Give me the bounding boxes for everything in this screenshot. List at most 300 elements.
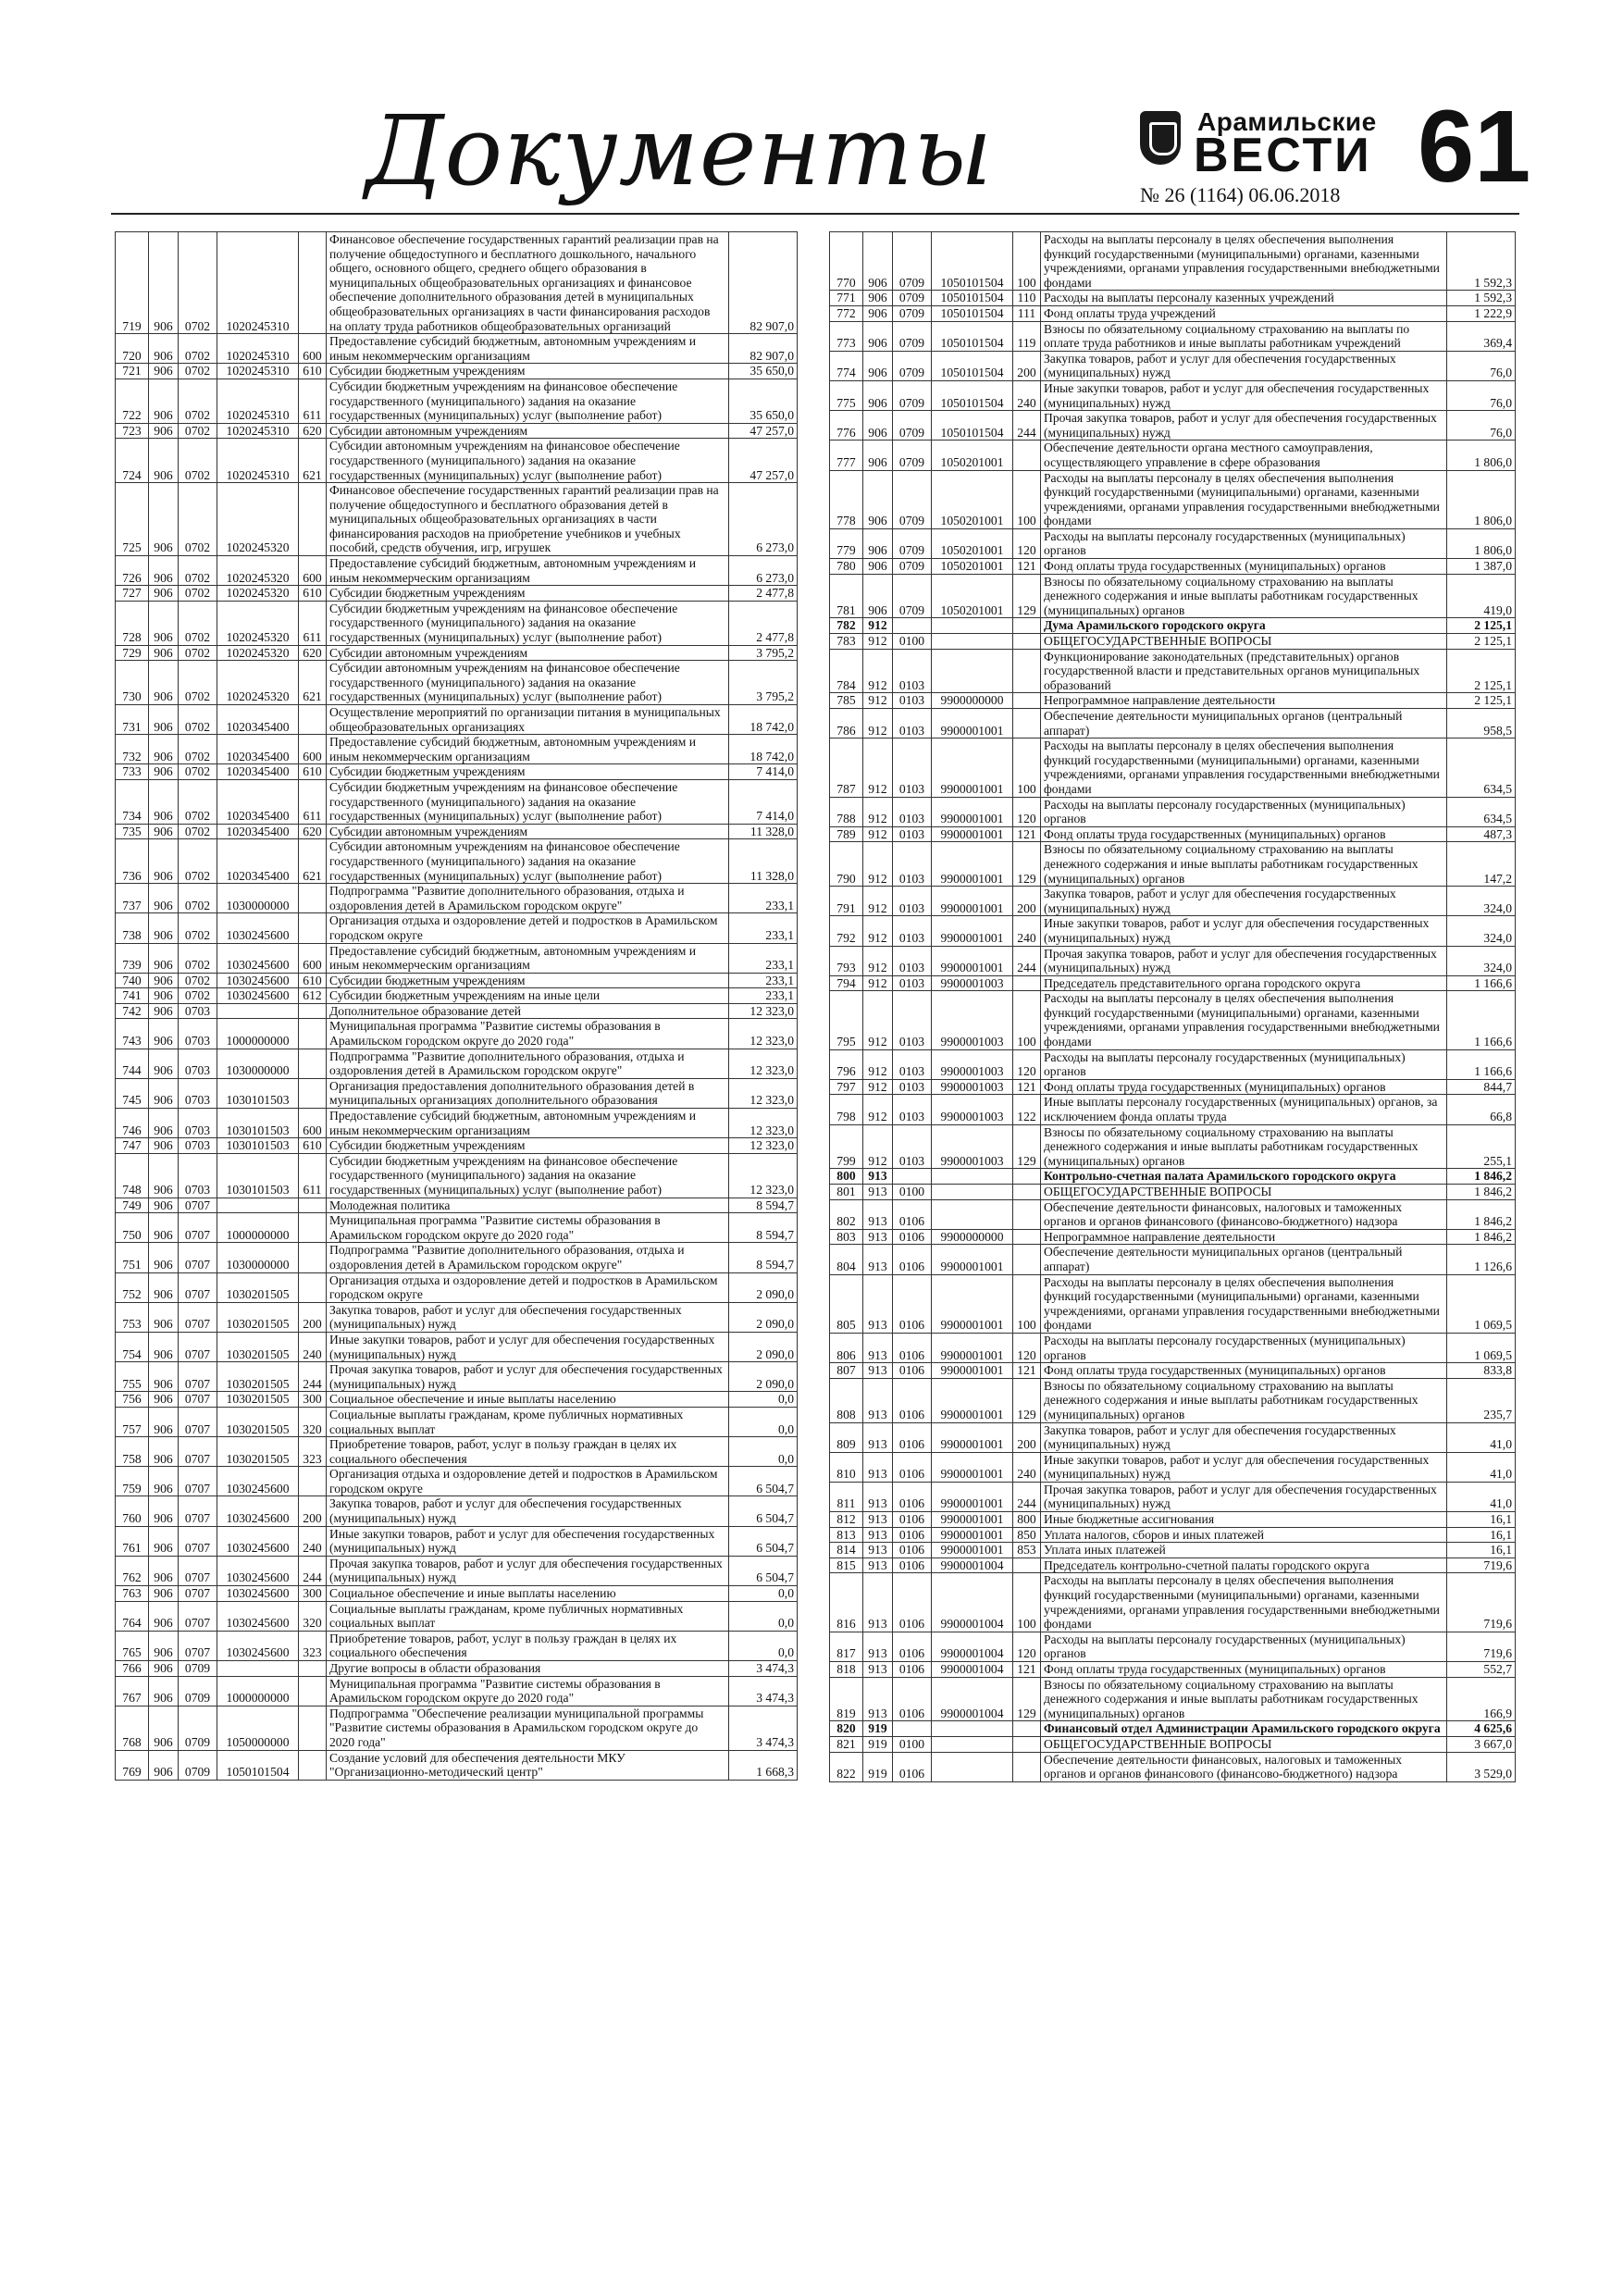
table-row: [116, 1019, 798, 1049]
amount: 16,1: [1447, 1543, 1516, 1558]
section-code: 0103: [893, 709, 932, 738]
department-code: 906: [149, 334, 179, 364]
target-article-code: 1030201505: [217, 1392, 299, 1408]
section-code: 0106: [893, 1543, 932, 1558]
table-row: [830, 946, 1516, 975]
row-number: 810: [830, 1452, 863, 1482]
row-number: 731: [116, 705, 149, 735]
table-row: [116, 483, 798, 556]
target-article-code: 9900001003: [932, 1079, 1013, 1095]
section-code: 0100: [893, 1185, 932, 1200]
row-number: 744: [116, 1049, 149, 1078]
amount: 76,0: [1447, 411, 1516, 441]
department-code: 906: [149, 839, 179, 884]
amount: 1 806,0: [1447, 528, 1516, 558]
department-code: 906: [149, 1437, 179, 1467]
target-article-code: 1050201001: [932, 574, 1013, 618]
row-number: 799: [830, 1124, 863, 1169]
amount: 1 668,3: [729, 1750, 798, 1780]
department-code: 913: [863, 1677, 893, 1721]
department-code: 912: [863, 1049, 893, 1079]
expense-description: Субсидии бюджетным учреждениям на иные цели: [327, 988, 729, 1004]
section-code: 0709: [893, 232, 932, 291]
department-code: 912: [863, 1095, 893, 1124]
target-article-code: 1020245320: [217, 661, 299, 705]
amount: 1 166,6: [1447, 975, 1516, 991]
table-row: [830, 1452, 1516, 1482]
amount: 12 323,0: [729, 1078, 798, 1108]
department-code: 906: [149, 884, 179, 913]
expense-type-code: [299, 884, 327, 913]
amount: 35 650,0: [729, 364, 798, 379]
expense-type-code: 121: [1013, 1662, 1041, 1678]
table-row: [830, 738, 1516, 797]
row-number: 785: [830, 693, 863, 709]
target-article-code: 1050201001: [932, 559, 1013, 575]
section-code: 0703: [179, 1138, 217, 1154]
row-number: 779: [830, 528, 863, 558]
expense-description: Непрограммное направление деятельности: [1041, 1229, 1447, 1245]
expense-type-code: 610: [299, 364, 327, 379]
department-code: 906: [149, 364, 179, 379]
table-row: [830, 1736, 1516, 1752]
row-number: 758: [116, 1437, 149, 1467]
table-row: [830, 1378, 1516, 1422]
section-code: 0103: [893, 693, 932, 709]
expense-description: Прочая закупка товаров, работ и услуг для обеспечения государственных (муниципальных) нужд: [327, 1556, 729, 1585]
row-number: 787: [830, 738, 863, 797]
department-code: 906: [149, 1467, 179, 1496]
department-code: 912: [863, 975, 893, 991]
department-code: 906: [149, 1526, 179, 1556]
amount: 12 323,0: [729, 1003, 798, 1019]
right-budget-table: [829, 231, 1516, 1782]
section-code: 0100: [893, 634, 932, 650]
row-number: 817: [830, 1632, 863, 1661]
row-number: 727: [116, 586, 149, 602]
department-code: 912: [863, 693, 893, 709]
table-row: [830, 351, 1516, 380]
table-row: [830, 1677, 1516, 1721]
amount: 4 625,6: [1447, 1721, 1516, 1737]
section-code: 0702: [179, 943, 217, 973]
amount: 1 387,0: [1447, 559, 1516, 575]
department-code: 906: [149, 1049, 179, 1078]
table-row: [830, 1274, 1516, 1333]
amount: 12 323,0: [729, 1019, 798, 1049]
amount: 833,8: [1447, 1363, 1516, 1379]
table-row: [116, 988, 798, 1004]
target-article-code: 1030101503: [217, 1153, 299, 1198]
expense-description: Взносы по обязательному социальному страхованию на выплаты денежного содержания и иные выплаты работникам государственных (муниципальных) органов: [1041, 1378, 1447, 1422]
target-article-code: 1030245600: [217, 973, 299, 988]
department-code: 906: [149, 1019, 179, 1049]
section-code: 0703: [179, 1049, 217, 1078]
amount: 3 795,2: [729, 661, 798, 705]
expense-description: Расходы на выплаты персоналу в целях обеспечения выполнения функций государственными (муниципальными) органами, казенными учреждениями, органами управления государственными внебюджетными фондами: [1041, 1274, 1447, 1333]
table-row: [116, 1302, 798, 1332]
amount: 8 594,7: [729, 1243, 798, 1272]
table-row: [830, 1573, 1516, 1632]
target-article-code: [217, 1003, 299, 1019]
expense-description: Финансовый отдел Администрации Арамильского городского округа: [1041, 1721, 1447, 1737]
expense-description: Приобретение товаров, работ, услуг в пользу граждан в целях их социального обеспечения: [327, 1631, 729, 1660]
expense-description: Создание условий для обеспечения деятельности МКУ "Организационно-методический центр": [327, 1750, 729, 1780]
section-code: 0103: [893, 975, 932, 991]
department-code: 913: [863, 1452, 893, 1482]
row-number: 761: [116, 1526, 149, 1556]
department-code: 906: [149, 1676, 179, 1706]
section-code: 0707: [179, 1496, 217, 1526]
amount: 6 504,7: [729, 1467, 798, 1496]
row-number: 729: [116, 645, 149, 661]
section-code: 0703: [179, 1019, 217, 1049]
expense-type-code: [1013, 1721, 1041, 1737]
target-article-code: [932, 634, 1013, 650]
section-code: 0703: [179, 1003, 217, 1019]
table-row: [116, 1601, 798, 1631]
amount: 6 504,7: [729, 1496, 798, 1526]
table-row: [830, 1124, 1516, 1169]
amount: 719,6: [1447, 1558, 1516, 1573]
table-row: [116, 1526, 798, 1556]
table-row: [830, 649, 1516, 693]
target-article-code: 1050101504: [932, 305, 1013, 321]
department-code: 906: [863, 291, 893, 306]
department-code: 913: [863, 1512, 893, 1528]
expense-type-code: [299, 1750, 327, 1780]
row-number: 776: [830, 411, 863, 441]
department-code: 912: [863, 709, 893, 738]
target-article-code: 1030245600: [217, 1601, 299, 1631]
newspaper-logo: [1140, 104, 1408, 183]
expense-description: Подпрограмма "Развитие дополнительного образования, отдыха и оздоровления детей в Арамильском городском округе": [327, 1049, 729, 1078]
amount: 12 323,0: [729, 1049, 798, 1078]
department-code: 912: [863, 916, 893, 946]
expense-description: Иные закупки товаров, работ и услуг для обеспечения государственных (муниципальных) нужд: [1041, 1452, 1447, 1482]
section-code: 0103: [893, 1124, 932, 1169]
target-article-code: 9900001001: [932, 709, 1013, 738]
expense-type-code: 244: [1013, 411, 1041, 441]
row-number: 748: [116, 1153, 149, 1198]
table-row: [116, 884, 798, 913]
department-code: 906: [149, 379, 179, 423]
department-code: 906: [149, 1706, 179, 1750]
amount: 12 323,0: [729, 1138, 798, 1154]
row-number: 784: [830, 649, 863, 693]
section-code: 0100: [893, 1736, 932, 1752]
amount: 47 257,0: [729, 423, 798, 439]
expense-description: Субсидии бюджетным учреждениям: [327, 586, 729, 602]
row-number: 813: [830, 1527, 863, 1543]
table-row: [830, 618, 1516, 634]
amount: 233,1: [729, 943, 798, 973]
expense-description: Субсидии бюджетным учреждениям: [327, 973, 729, 988]
expense-type-code: 620: [299, 645, 327, 661]
expense-description: Уплата иных платежей: [1041, 1543, 1447, 1558]
section-code: 0702: [179, 364, 217, 379]
section-code: [893, 1169, 932, 1185]
department-code: 906: [149, 1153, 179, 1198]
expense-description: Закупка товаров, работ и услуг для обеспечения государственных (муниципальных) нужд: [1041, 351, 1447, 380]
expense-type-code: [299, 1706, 327, 1750]
department-code: 906: [149, 1661, 179, 1677]
target-article-code: 9900001004: [932, 1662, 1013, 1678]
expense-description: Субсидии автономным учреждениям на финансовое обеспечение государственного (муниципального) задания на оказание государственных (муниципальных) услуг (выполнение работ): [327, 439, 729, 483]
table-row: [116, 1407, 798, 1436]
expense-type-code: [299, 1676, 327, 1706]
amount: 0,0: [729, 1407, 798, 1436]
amount: 3 474,3: [729, 1706, 798, 1750]
row-number: 804: [830, 1245, 863, 1274]
expense-type-code: [1013, 693, 1041, 709]
target-article-code: [932, 1169, 1013, 1185]
section-code: 0702: [179, 705, 217, 735]
row-number: 759: [116, 1467, 149, 1496]
department-code: 906: [149, 586, 179, 602]
amount: 235,7: [1447, 1378, 1516, 1422]
target-article-code: 1030245600: [217, 1586, 299, 1602]
expense-description: Социальные выплаты гражданам, кроме публичных нормативных социальных выплат: [327, 1407, 729, 1436]
target-article-code: 9900001003: [932, 1049, 1013, 1079]
department-code: 912: [863, 887, 893, 916]
row-number: 774: [830, 351, 863, 380]
row-number: 767: [116, 1676, 149, 1706]
department-code: 913: [863, 1229, 893, 1245]
section-code: 0709: [893, 470, 932, 528]
expense-description: Приобретение товаров, работ, услуг в пользу граждан в целях их социального обеспечения: [327, 1437, 729, 1467]
row-number: 725: [116, 483, 149, 556]
section-code: 0707: [179, 1526, 217, 1556]
row-number: 789: [830, 826, 863, 842]
amount: 3 529,0: [1447, 1752, 1516, 1781]
department-code: 906: [863, 411, 893, 441]
department-code: 906: [149, 1109, 179, 1138]
table-row: [116, 1467, 798, 1496]
target-article-code: 1020245310: [217, 334, 299, 364]
expense-description: Субсидии автономным учреждениям на финансовое обеспечение государственного (муниципального) задания на оказание государственных (муниципальных) услуг (выполнение работ): [327, 661, 729, 705]
expense-description: Непрограммное направление деятельности: [1041, 693, 1447, 709]
table-row: [116, 232, 798, 334]
target-article-code: 1030201505: [217, 1407, 299, 1436]
expense-type-code: 120: [1013, 528, 1041, 558]
amount: 2 125,1: [1447, 618, 1516, 634]
amount: 76,0: [1447, 380, 1516, 410]
table-row: [116, 824, 798, 839]
department-code: 906: [149, 705, 179, 735]
table-row: [830, 1543, 1516, 1558]
expense-description: Субсидии бюджетным учреждениям на финансовое обеспечение государственного (муниципального) задания на оказание государственных (муниципальных) услуг (выполнение работ): [327, 779, 729, 824]
department-code: 913: [863, 1333, 893, 1362]
department-code: 906: [863, 470, 893, 528]
row-number: 743: [116, 1019, 149, 1049]
target-article-code: 1050101504: [932, 380, 1013, 410]
amount: 2 125,1: [1447, 634, 1516, 650]
amount: 369,4: [1447, 321, 1516, 351]
department-code: 906: [863, 559, 893, 575]
expense-type-code: 323: [299, 1437, 327, 1467]
target-article-code: 9900001001: [932, 1482, 1013, 1511]
section-code: 0709: [179, 1750, 217, 1780]
expense-type-code: 300: [299, 1392, 327, 1408]
expense-type-code: 129: [1013, 1124, 1041, 1169]
expense-type-code: 100: [1013, 232, 1041, 291]
section-code: 0103: [893, 991, 932, 1049]
target-article-code: 9900001004: [932, 1573, 1013, 1632]
row-number: 769: [116, 1750, 149, 1780]
table-row: [830, 975, 1516, 991]
row-number: 737: [116, 884, 149, 913]
row-number: 735: [116, 824, 149, 839]
expense-type-code: 620: [299, 824, 327, 839]
table-row: [116, 1437, 798, 1467]
target-article-code: 1030245600: [217, 1526, 299, 1556]
target-article-code: 1020345400: [217, 824, 299, 839]
expense-description: Дума Арамильского городского округа: [1041, 618, 1447, 634]
expense-description: Обеспечение деятельности органа местного самоуправления, осуществляющего управление в сфере образования: [1041, 441, 1447, 470]
expense-type-code: [1013, 1229, 1041, 1245]
row-number: 772: [830, 305, 863, 321]
row-number: 781: [830, 574, 863, 618]
expense-description: Осуществление мероприятий по организации питания в муниципальных общеобразовательных организациях: [327, 705, 729, 735]
department-code: 913: [863, 1482, 893, 1511]
amount: 35 650,0: [729, 379, 798, 423]
table-row: [830, 1632, 1516, 1661]
table-row: [116, 764, 798, 780]
table-row: [116, 379, 798, 423]
expense-type-code: [299, 232, 327, 334]
row-number: 777: [830, 441, 863, 470]
amount: 2 090,0: [729, 1362, 798, 1392]
target-article-code: 1030000000: [217, 1049, 299, 1078]
table-row: [830, 842, 1516, 887]
amount: 6 273,0: [729, 556, 798, 586]
section-code: 0702: [179, 735, 217, 764]
row-number: 814: [830, 1543, 863, 1558]
table-row: [830, 1079, 1516, 1095]
table-row: [830, 291, 1516, 306]
table-row: [116, 1362, 798, 1392]
department-code: 906: [863, 574, 893, 618]
section-code: 0103: [893, 1095, 932, 1124]
section-code: 0709: [893, 291, 932, 306]
row-number: 822: [830, 1752, 863, 1781]
department-code: 906: [149, 661, 179, 705]
target-article-code: [932, 1185, 1013, 1200]
expense-type-code: 200: [299, 1496, 327, 1526]
target-article-code: 1030245600: [217, 943, 299, 973]
expense-type-code: 611: [299, 1153, 327, 1198]
section-code: 0106: [893, 1632, 932, 1661]
table-row: [116, 913, 798, 943]
row-number: 816: [830, 1573, 863, 1632]
section-code: 0707: [179, 1392, 217, 1408]
expense-description: Фонд оплаты труда учреждений: [1041, 305, 1447, 321]
expense-description: Субсидии бюджетным учреждениям: [327, 1138, 729, 1154]
table-row: [116, 839, 798, 884]
row-number: 803: [830, 1229, 863, 1245]
expense-type-code: 610: [299, 1138, 327, 1154]
amount: 844,7: [1447, 1079, 1516, 1095]
expense-type-code: 850: [1013, 1527, 1041, 1543]
target-article-code: 9900000000: [932, 1229, 1013, 1245]
expense-description: Другие вопросы в области образования: [327, 1661, 729, 1677]
amount: 16,1: [1447, 1527, 1516, 1543]
expense-description: Фонд оплаты труда государственных (муниципальных) органов: [1041, 1363, 1447, 1379]
expense-type-code: 320: [299, 1407, 327, 1436]
section-code: 0106: [893, 1199, 932, 1229]
expense-description: Расходы на выплаты персоналу в целях обеспечения выполнения функций государственными (муниципальными) органами, казенными учреждениями, органами управления государственными внебюджетными фондами: [1041, 232, 1447, 291]
target-article-code: 1020245320: [217, 556, 299, 586]
amount: 719,6: [1447, 1573, 1516, 1632]
expense-type-code: [299, 1661, 327, 1677]
expense-type-code: 300: [299, 1586, 327, 1602]
target-article-code: 1030245600: [217, 1631, 299, 1660]
target-article-code: 1020345400: [217, 735, 299, 764]
section-code: 0103: [893, 1079, 932, 1095]
left-budget-table: [115, 231, 798, 1781]
target-article-code: 9900001001: [932, 1422, 1013, 1452]
amount: 1 166,6: [1447, 1049, 1516, 1079]
section-code: 0702: [179, 779, 217, 824]
expense-description: Расходы на выплаты персоналу в целях обеспечения выполнения функций государственными (муниципальными) органами, казенными учреждениями, органами управления государственными внебюджетными фондами: [1041, 738, 1447, 797]
table-row: [830, 1333, 1516, 1362]
target-article-code: 1050101504: [932, 232, 1013, 291]
amount: 1 166,6: [1447, 991, 1516, 1049]
expense-type-code: 200: [1013, 887, 1041, 916]
expense-type-code: 100: [1013, 1274, 1041, 1333]
target-article-code: 1020245310: [217, 232, 299, 334]
department-code: 913: [863, 1363, 893, 1379]
section-code: 0702: [179, 645, 217, 661]
department-code: 906: [149, 1631, 179, 1660]
department-code: 906: [149, 1750, 179, 1780]
section-code: 0702: [179, 379, 217, 423]
expense-type-code: 200: [1013, 1422, 1041, 1452]
section-code: 0106: [893, 1422, 932, 1452]
table-row: [830, 321, 1516, 351]
target-article-code: 1030245600: [217, 1496, 299, 1526]
amount: 0,0: [729, 1631, 798, 1660]
expense-description: Взносы по обязательному социальному страхованию на выплаты денежного содержания и иные выплаты работникам государственных (муниципальных) органов: [1041, 842, 1447, 887]
department-code: 906: [149, 1138, 179, 1154]
expense-description: Субсидии бюджетным учреждениям: [327, 364, 729, 379]
row-number: 724: [116, 439, 149, 483]
target-article-code: 9900001001: [932, 826, 1013, 842]
expense-description: Молодежная политика: [327, 1198, 729, 1213]
expense-type-code: [1013, 441, 1041, 470]
row-number: 793: [830, 946, 863, 975]
department-code: 906: [863, 380, 893, 410]
department-code: 906: [149, 943, 179, 973]
section-code: 0702: [179, 439, 217, 483]
table-row: [116, 779, 798, 824]
target-article-code: 1000000000: [217, 1213, 299, 1243]
expense-description: Дополнительное образование детей: [327, 1003, 729, 1019]
amount: 1 069,5: [1447, 1274, 1516, 1333]
amount: 16,1: [1447, 1512, 1516, 1528]
section-code: 0707: [179, 1601, 217, 1631]
expense-description: Иные закупки товаров, работ и услуг для обеспечения государственных (муниципальных) нужд: [327, 1332, 729, 1361]
table-row: [830, 1049, 1516, 1079]
row-number: 806: [830, 1333, 863, 1362]
section-code: 0703: [179, 1153, 217, 1198]
amount: 3 474,3: [729, 1676, 798, 1706]
section-code: 0103: [893, 649, 932, 693]
target-article-code: [932, 1736, 1013, 1752]
amount: 3 795,2: [729, 645, 798, 661]
expense-type-code: [299, 705, 327, 735]
